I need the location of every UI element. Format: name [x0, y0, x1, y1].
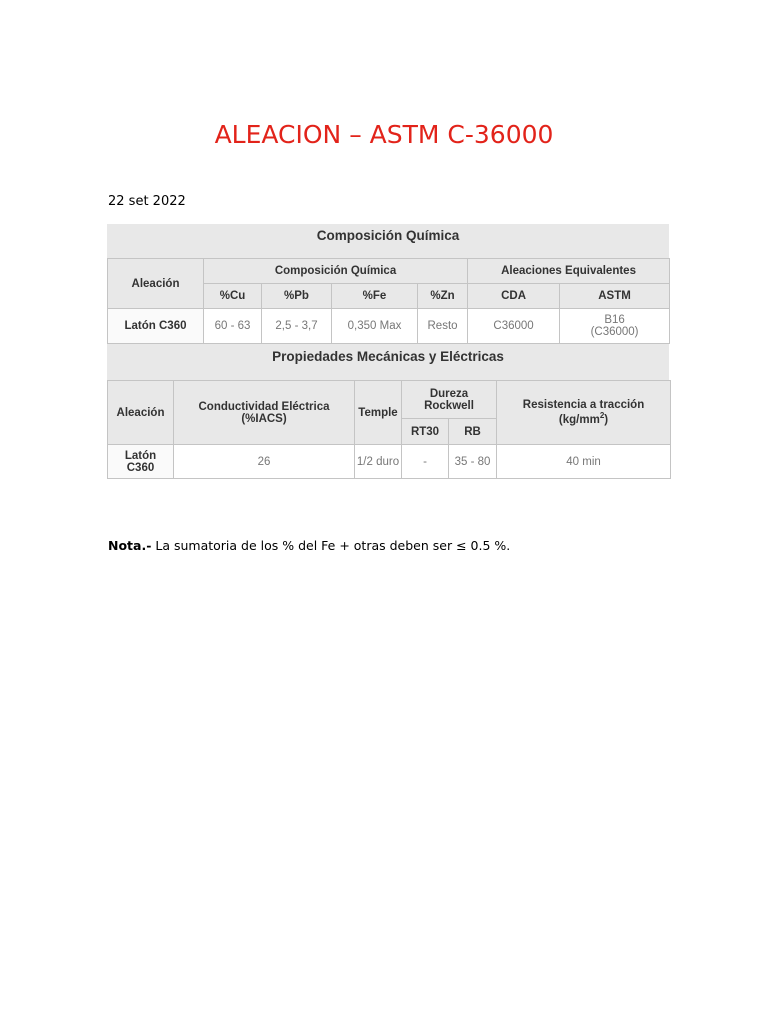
header-pb: %Pb	[262, 284, 332, 309]
header-cu: %Cu	[204, 284, 262, 309]
composition-table	[107, 258, 670, 344]
section-heading-propiedades: Propiedades Mecánicas y Eléctricas	[107, 344, 669, 380]
header-dureza-line2: Rockwell	[424, 399, 474, 412]
section-heading-composicion: Composición Química	[107, 224, 669, 259]
cell-alloy-name: Latón C360	[108, 309, 204, 344]
document-title: ALEACION – ASTM C-36000	[214, 120, 554, 149]
document-date: 22 set 2022	[108, 194, 186, 209]
note-label: Nota.-	[108, 538, 152, 553]
cell-cda: C36000	[468, 309, 560, 344]
header-resistencia-close: )	[604, 413, 609, 426]
header-resistencia-unit: (kg/mm	[558, 413, 600, 426]
header-aleacion: Aleación	[108, 259, 204, 309]
cell-alloy-name-line2: C360	[126, 461, 155, 474]
cell-astm	[560, 309, 670, 344]
header-conductividad-line2: (%IACS)	[241, 412, 287, 425]
header-resistencia-line1: Resistencia a tracción	[522, 399, 645, 412]
header-fe: %Fe	[332, 284, 418, 309]
cell-temple: 1/2 duro	[355, 445, 402, 479]
header-zn: %Zn	[418, 284, 468, 309]
header-resistencia-line2	[497, 411, 670, 426]
note-text: La sumatoria de los % del Fe + otras deben ser ≤ 0.5 %.	[151, 538, 511, 553]
cell-zn: Resto	[418, 309, 468, 344]
header-dureza-line1: Dureza	[429, 387, 469, 400]
cell-cu: 60 - 63	[204, 309, 262, 344]
header-resistencia	[497, 381, 671, 445]
header-rt30: RT30	[402, 419, 449, 445]
table-row	[108, 445, 671, 479]
cell-alloy-name-line1: Latón	[124, 449, 157, 462]
header-aleacion-2: Aleación	[108, 381, 174, 445]
header-rb: RB	[449, 419, 497, 445]
table-row	[108, 309, 670, 344]
cell-rb: 35 - 80	[449, 445, 497, 479]
cell-alloy-name-2	[108, 445, 174, 479]
header-aleaciones-equivalentes: Aleaciones Equivalentes	[468, 259, 670, 284]
cell-conductividad: 26	[174, 445, 355, 479]
cell-rt30: -	[402, 445, 449, 479]
cell-astm-line1: B16	[604, 314, 625, 326]
header-composicion-quimica: Composición Química	[204, 259, 468, 284]
cell-fe: 0,350 Max	[332, 309, 418, 344]
header-cda: CDA	[468, 284, 560, 309]
header-resistencia-sup: 2	[599, 411, 605, 421]
header-conductividad	[174, 381, 355, 445]
cell-resistencia: 40 min	[497, 445, 671, 479]
header-dureza	[402, 381, 497, 419]
cell-pb: 2,5 - 3,7	[262, 309, 332, 344]
cell-astm-line2: (C36000)	[590, 326, 639, 338]
header-temple: Temple	[355, 381, 402, 445]
header-conductividad-line1: Conductividad Eléctrica	[198, 400, 330, 413]
note	[108, 538, 510, 553]
properties-table	[107, 380, 671, 479]
header-astm: ASTM	[560, 284, 670, 309]
